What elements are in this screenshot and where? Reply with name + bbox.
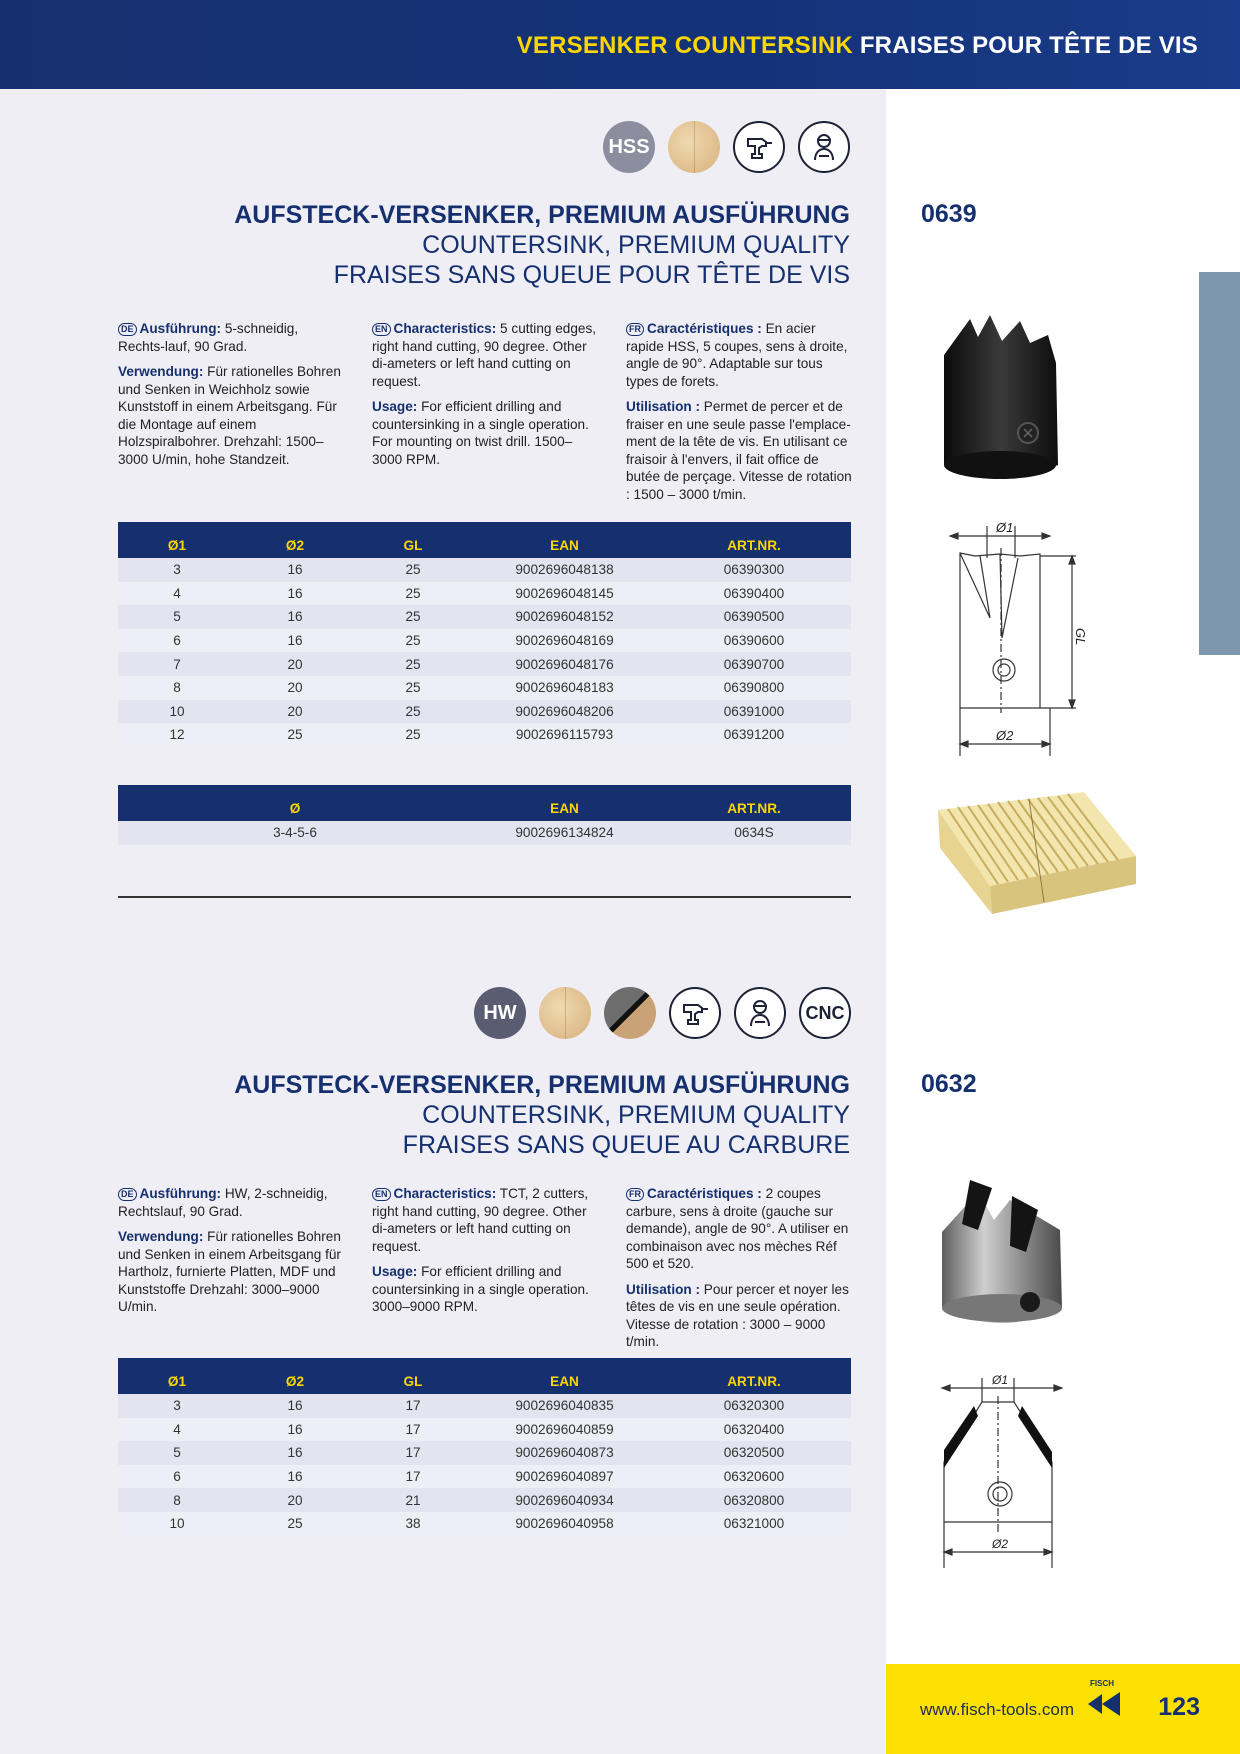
table-cell: 9002696048176 xyxy=(472,652,657,676)
table-row xyxy=(118,1488,851,1512)
col-header: ART.NR. xyxy=(657,1358,851,1394)
page-number: 123 xyxy=(1158,1693,1200,1721)
table-row xyxy=(118,1441,851,1465)
use-label: Utilisation : xyxy=(626,1281,701,1297)
header-title-de: VERSENKER xyxy=(516,32,668,59)
table-cell: 4 xyxy=(118,1418,236,1442)
char-text: HW, 2-schneidig, Rechtslauf, 90 Grad. xyxy=(118,1186,328,1219)
table-cell: 06320400 xyxy=(657,1418,851,1442)
table-cell: 10 xyxy=(118,1512,236,1536)
product-title-de: AUFSTECK-VERSENKER, PREMIUM AUSFÜHRUNG xyxy=(234,1071,850,1099)
col-header: GL xyxy=(354,522,472,558)
col-header: ART.NR. xyxy=(657,522,851,558)
table-row xyxy=(118,652,851,676)
lang-badge-de: DE xyxy=(118,1188,137,1201)
table-cell: 16 xyxy=(236,605,354,629)
technical-drawing xyxy=(940,518,1090,758)
table-cell: 25 xyxy=(236,723,354,747)
article-number: 0632 xyxy=(921,1070,977,1098)
table-cell: 06320800 xyxy=(657,1488,851,1512)
col-header: EAN xyxy=(472,522,657,558)
table-cell: 06390700 xyxy=(657,652,851,676)
table-body xyxy=(118,821,851,845)
dim-d1-label: Ø1 xyxy=(992,1373,1009,1387)
table-cell: 9002696048206 xyxy=(472,700,657,724)
table-cell: 16 xyxy=(236,1441,354,1465)
use-text: Permet de percer et de fraiser en une seule passe l'emplace-ment de la tête de vis. En utilisant ce fraisoir à l'envers, il fait office de butée de perçage. Vitesse de rotation : 1500 – 3000 t/min. xyxy=(626,399,852,502)
fisch-logo-icon xyxy=(1086,1678,1126,1718)
char-label: Ausführung: xyxy=(139,321,222,336)
table-cell: 4 xyxy=(118,582,236,606)
article-number: 0639 xyxy=(921,200,977,228)
char-text: En acier rapide HSS, 5 coupes, sens à droite, angle de 90°. Adaptable sur tous types de forets. xyxy=(626,321,848,389)
char-label: Characteristics: xyxy=(393,1186,497,1201)
col-header: Ø xyxy=(118,785,472,821)
table-cell: 06321000 xyxy=(657,1512,851,1536)
use-label: Usage: xyxy=(372,1264,418,1279)
carbide-technical-drawing xyxy=(934,1372,1070,1568)
table-cell: 9002696040859 xyxy=(472,1418,657,1442)
col-header: EAN xyxy=(472,785,657,821)
table-row xyxy=(118,1465,851,1489)
table-cell: 9002696048169 xyxy=(472,629,657,653)
table-row xyxy=(118,1418,851,1442)
description-fr xyxy=(626,1185,854,1359)
table-cell: 38 xyxy=(354,1512,472,1536)
table-cell: 16 xyxy=(236,558,354,582)
use-label: Verwendung: xyxy=(118,1229,204,1244)
softwood-icon xyxy=(539,987,591,1039)
lang-badge-fr: FR xyxy=(626,323,644,336)
table-cell: 9002696048145 xyxy=(472,582,657,606)
table-cell: 6 xyxy=(118,629,236,653)
table-cell: 16 xyxy=(236,1418,354,1442)
use-text: For efficient drilling and countersinking in a single operation. 3000–9000 RPM. xyxy=(372,1264,589,1314)
table-cell: 9002696048183 xyxy=(472,676,657,700)
product-title-en: COUNTERSINK, PREMIUM QUALITY xyxy=(422,1101,850,1129)
char-label: Ausführung: xyxy=(139,1186,222,1201)
table-cell: 25 xyxy=(354,605,472,629)
table-cell: 9002696040934 xyxy=(472,1488,657,1512)
lang-badge-en: EN xyxy=(372,1188,391,1201)
table-row xyxy=(118,676,851,700)
operator-icon xyxy=(734,987,786,1039)
table-row xyxy=(118,605,851,629)
char-label: Caractéristiques : xyxy=(647,321,762,336)
col-header: Ø1 xyxy=(118,1358,236,1394)
description-fr xyxy=(626,320,854,511)
lang-badge-de: DE xyxy=(118,323,137,336)
table-cell: 0634S xyxy=(657,821,851,845)
header-title-fr: FRAISES POUR TÊTE DE VIS xyxy=(859,32,1198,59)
use-text: Pour percer et noyer les têtes de vis en une seule opération. Vitesse de rotation : 3000 – 9000 t/min. xyxy=(626,1281,849,1349)
product-title-fr: FRAISES SANS QUEUE AU CARBURE xyxy=(402,1131,850,1159)
use-text: For efficient drilling and countersinking in a single operation. For mounting on twist drill. 1500–3000 RPM. xyxy=(372,399,589,467)
table-cell: 25 xyxy=(354,676,472,700)
table-cell: 06390300 xyxy=(657,558,851,582)
col-header: Ø2 xyxy=(236,522,354,558)
table-row xyxy=(118,558,851,582)
char-label: Characteristics: xyxy=(393,321,497,336)
table-row xyxy=(118,821,851,845)
website-link[interactable]: www.fisch-tools.com xyxy=(920,1700,1074,1719)
use-label: Utilisation : xyxy=(626,399,701,414)
char-text: TCT, 2 cutters, right hand cutting, 90 degree. Other di-ameters or left hand cutting on request. xyxy=(372,1186,589,1254)
table-cell: 16 xyxy=(236,1465,354,1489)
table-cell: 6 xyxy=(118,1465,236,1489)
table-cell: 20 xyxy=(236,652,354,676)
table-header-row xyxy=(118,785,851,821)
table-cell: 9002696040835 xyxy=(472,1394,657,1418)
section-divider xyxy=(118,896,851,898)
dim-d1-label: Ø1 xyxy=(996,520,1014,535)
char-text: 2 coupes carbure, sens à droite (gauche sur demande), angle de 90°. A utiliser en combinaison avec nos mèches Réf 500 et 520. xyxy=(626,1186,849,1271)
table-cell: 16 xyxy=(236,582,354,606)
carbide-countersink-photo xyxy=(934,1180,1068,1340)
drill-icon xyxy=(733,121,785,173)
dim-d2-label: Ø2 xyxy=(992,1537,1009,1551)
table-cell: 17 xyxy=(354,1441,472,1465)
table-cell: 25 xyxy=(354,700,472,724)
table-cell: 25 xyxy=(354,582,472,606)
table-cell: 06320500 xyxy=(657,1441,851,1465)
col-header: ART.NR. xyxy=(657,785,851,821)
table-cell: 10 xyxy=(118,700,236,724)
table-cell: 25 xyxy=(236,1512,354,1536)
table-cell: 06320600 xyxy=(657,1465,851,1489)
col-header: GL xyxy=(354,1358,472,1394)
footer-bar xyxy=(886,1664,1240,1754)
col-header: EAN xyxy=(472,1358,657,1394)
brand-name: FISCH xyxy=(1090,1679,1114,1688)
product-table xyxy=(118,522,851,747)
lang-badge-fr: FR xyxy=(626,1188,644,1201)
col-header: Ø2 xyxy=(236,1358,354,1394)
operator-icon xyxy=(798,121,850,173)
table-cell: 20 xyxy=(236,676,354,700)
table-cell: 9002696048138 xyxy=(472,558,657,582)
table-cell: 9002696040897 xyxy=(472,1465,657,1489)
table-row xyxy=(118,582,851,606)
description-en xyxy=(372,1185,597,1324)
table-header-row xyxy=(118,522,851,558)
section-side-tab[interactable] xyxy=(1199,272,1240,655)
table-row xyxy=(118,723,851,747)
table-cell: 9002696040873 xyxy=(472,1441,657,1465)
table-cell: 16 xyxy=(236,629,354,653)
table-body xyxy=(118,558,851,747)
product-title-fr: FRAISES SANS QUEUE POUR TÊTE DE VIS xyxy=(333,261,850,289)
table-row xyxy=(118,629,851,653)
table-cell: 06391200 xyxy=(657,723,851,747)
countersink-photo xyxy=(930,315,1070,490)
table-row xyxy=(118,1394,851,1418)
board-icon xyxy=(604,987,656,1039)
table-cell: 06391000 xyxy=(657,700,851,724)
table-cell: 25 xyxy=(354,723,472,747)
hw-badge-icon: HW xyxy=(474,987,526,1039)
table-cell: 8 xyxy=(118,1488,236,1512)
drill-icon xyxy=(669,987,721,1039)
header-title xyxy=(517,32,1198,60)
set-table xyxy=(118,785,851,845)
table-cell: 21 xyxy=(354,1488,472,1512)
table-cell: 9002696134824 xyxy=(472,821,657,845)
product-table xyxy=(118,1358,851,1536)
table-cell: 8 xyxy=(118,676,236,700)
table-cell: 06390800 xyxy=(657,676,851,700)
product-title-de: AUFSTECK-VERSENKER, PREMIUM AUSFÜHRUNG xyxy=(234,201,850,229)
table-cell: 3 xyxy=(118,558,236,582)
table-cell: 25 xyxy=(354,629,472,653)
use-label: Verwendung: xyxy=(118,364,204,379)
use-label: Usage: xyxy=(372,399,418,414)
table-cell: 20 xyxy=(236,1488,354,1512)
table-cell: 06390400 xyxy=(657,582,851,606)
table-cell: 25 xyxy=(354,558,472,582)
softwood-icon xyxy=(668,121,720,173)
dim-d2-label: Ø2 xyxy=(996,728,1014,743)
product-title xyxy=(234,1070,850,1160)
table-row xyxy=(118,700,851,724)
table-cell: 20 xyxy=(236,700,354,724)
table-cell: 25 xyxy=(354,652,472,676)
table-cell: 5 xyxy=(118,1441,236,1465)
header-bar xyxy=(0,0,1240,89)
table-cell: 17 xyxy=(354,1418,472,1442)
dim-gl-label: GL xyxy=(1073,628,1088,646)
table-body xyxy=(118,1394,851,1536)
table-cell: 17 xyxy=(354,1394,472,1418)
feature-icons xyxy=(474,987,851,1039)
table-cell: 9002696040958 xyxy=(472,1512,657,1536)
header-title-en: COUNTERSINK xyxy=(674,32,853,59)
hss-badge-icon: HSS xyxy=(603,121,655,173)
table-cell: 5 xyxy=(118,605,236,629)
table-row xyxy=(118,1512,851,1536)
table-cell: 06390500 xyxy=(657,605,851,629)
product-title xyxy=(234,200,850,290)
table-cell: 17 xyxy=(354,1465,472,1489)
char-text: 5-schneidig, Rechts-lauf, 90 Grad. xyxy=(118,321,299,354)
table-cell: 3-4-5-6 xyxy=(118,821,472,845)
description-de xyxy=(118,1185,348,1324)
table-cell: 16 xyxy=(236,1394,354,1418)
lang-badge-en: EN xyxy=(372,323,391,336)
table-cell: 9002696115793 xyxy=(472,723,657,747)
cnc-icon: CNC xyxy=(799,987,851,1039)
table-cell: 06320300 xyxy=(657,1394,851,1418)
table-cell: 12 xyxy=(118,723,236,747)
product-title-en: COUNTERSINK, PREMIUM QUALITY xyxy=(422,231,850,259)
col-header: Ø1 xyxy=(118,522,236,558)
table-header-row xyxy=(118,1358,851,1394)
use-text: Für rationelles Bohren und Senken in Weichholz sowie Kunststoff in einem Arbeitsgang. Für die Montage auf einem Holzspiralbohrer. Drehzahl: 1500–3000 U/min, hohe Standzeit. xyxy=(118,364,341,467)
table-cell: 3 xyxy=(118,1394,236,1418)
table-cell: 06390600 xyxy=(657,629,851,653)
description-en xyxy=(372,320,597,476)
table-cell: 7 xyxy=(118,652,236,676)
char-text: 5 cutting edges, right hand cutting, 90 degree. Other di-ameters or left hand cutting on request. xyxy=(372,321,597,389)
feature-icons xyxy=(603,121,850,173)
wooden-block-set-photo xyxy=(934,790,1140,916)
char-label: Caractéristiques : xyxy=(647,1186,762,1201)
use-text: Für rationelles Bohren und Senken in einem Arbeitsgang für Hartholz, furnierte Platten, MDF und Kunststoffe Drehzahl: 3000–9000 U/min. xyxy=(118,1229,341,1314)
table-cell: 9002696048152 xyxy=(472,605,657,629)
description-de xyxy=(118,320,348,476)
